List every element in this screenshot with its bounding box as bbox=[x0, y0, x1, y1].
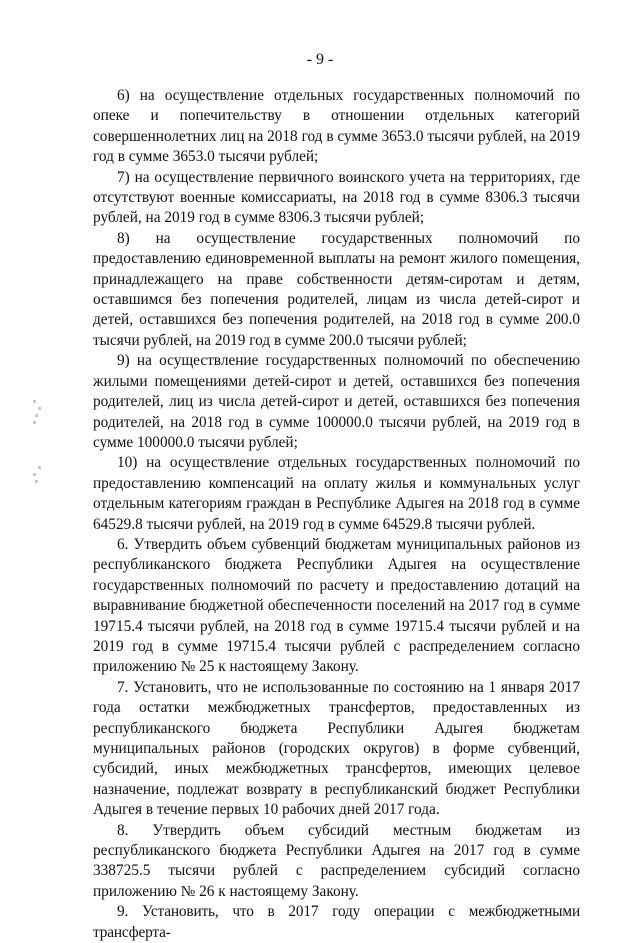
document-body bbox=[93, 86, 580, 943]
scan-mark bbox=[35, 480, 38, 483]
paragraph-item-7: 7) на осуществление первичного воинского учета на территориях, где отсутствуют военные комиссариаты, на 2018 год в сумме 8306.3 тысячи рублей, на 2019 год в сумме 8306.3 тысячи рублей; bbox=[93, 168, 580, 227]
paragraph-item-10: 10) на осуществление отдельных государственных полномочий по предоставлению компенсаций на оплату жилья и коммунальных услуг отдельным категориям граждан в Республике Адыгея на 2018 год в сумме 64529.8 тысячи рублей, на 2019 год в сумме 64529.8 тысячи рублей. bbox=[93, 454, 580, 533]
paragraph-section-6: 6. Утвердить объем субвенций бюджетам муниципальных районов из республиканского бюджета Республики Адыгея на осуществление государственных полномочий по расчету и предоставлению дотаций на выравнивание бюджетной обеспеченности поселений на 2017 год в сумме 19715.4 тысячи рублей, на 2018 год в сумме 19715.4 тысячи рублей и на 2019 год в сумме 19715.4 тысячи рублей с распределением согласно приложению № 25 к настоящему Закону. bbox=[93, 535, 580, 676]
page-number: - 9 - bbox=[306, 51, 334, 68]
scan-mark bbox=[33, 473, 36, 476]
paragraph-section-9: 9. Установить, что в 2017 году операции с межбюджетными трансферта- bbox=[93, 903, 580, 941]
margin-scan-marks bbox=[33, 400, 47, 487]
paragraph-section-7: 7. Установить, что не использованные по состоянию на 1 января 2017 года остатки межбюджетных трансфертов, предоставленных из республиканского бюджета Республики Адыгея бюджетам муниципальных районов (городских округов) в форме субвенций, субсидий, иных межбюджетных трансфертов, имеющих целевое назначение, подлежат возврату в республиканский бюджет Республики Адыгея в течение первых 10 рабочих дней 2017 года. bbox=[93, 678, 580, 819]
scan-mark bbox=[38, 466, 41, 469]
paragraph-item-9: 9) на осуществление государственных полномочий по обеспечению жилыми помещениями детей-сирот и детей, оставшихся без попечения родителей, лиц из числа детей-сирот и детей, оставшихся без попечения родителей, на 2018 год в сумме 100000.0 тысячи рублей, на 2019 год в сумме 100000.0 тысячи рублей; bbox=[93, 352, 580, 451]
scan-mark bbox=[38, 407, 41, 410]
scan-mark bbox=[33, 421, 36, 424]
scan-mark bbox=[33, 400, 36, 403]
scan-mark bbox=[35, 414, 38, 417]
paragraph-section-8: 8. Утвердить объем субсидий местным бюджетам из республиканского бюджета Республики Адыгея на 2017 год в сумме 338725.5 тысячи рублей с распределением субсидий согласно приложению № 26 к настоящему Закону. bbox=[93, 821, 580, 900]
paragraph-item-6: 6) на осуществление отдельных государственных полномочий по опеке и попечительству в отношении отдельных категорий совершеннолетних лиц на 2018 год в сумме 3653.0 тысячи рублей, на 2019 год в сумме 3653.0 тысячи рублей; bbox=[93, 87, 580, 166]
paragraph-item-8: 8) на осуществление государственных полномочий по предоставлению единовременной выплаты на ремонт жилого помещения, принадлежащего на праве собственности детям-сиротам и детям, оставшимся без попечения родителей, лицам из числа детей-сирот и детей, оставшихся без попечения родителей, на 2018 год в сумме 200.0 тысячи рублей, на 2019 год в сумме 200.0 тысячи рублей; bbox=[93, 229, 580, 349]
